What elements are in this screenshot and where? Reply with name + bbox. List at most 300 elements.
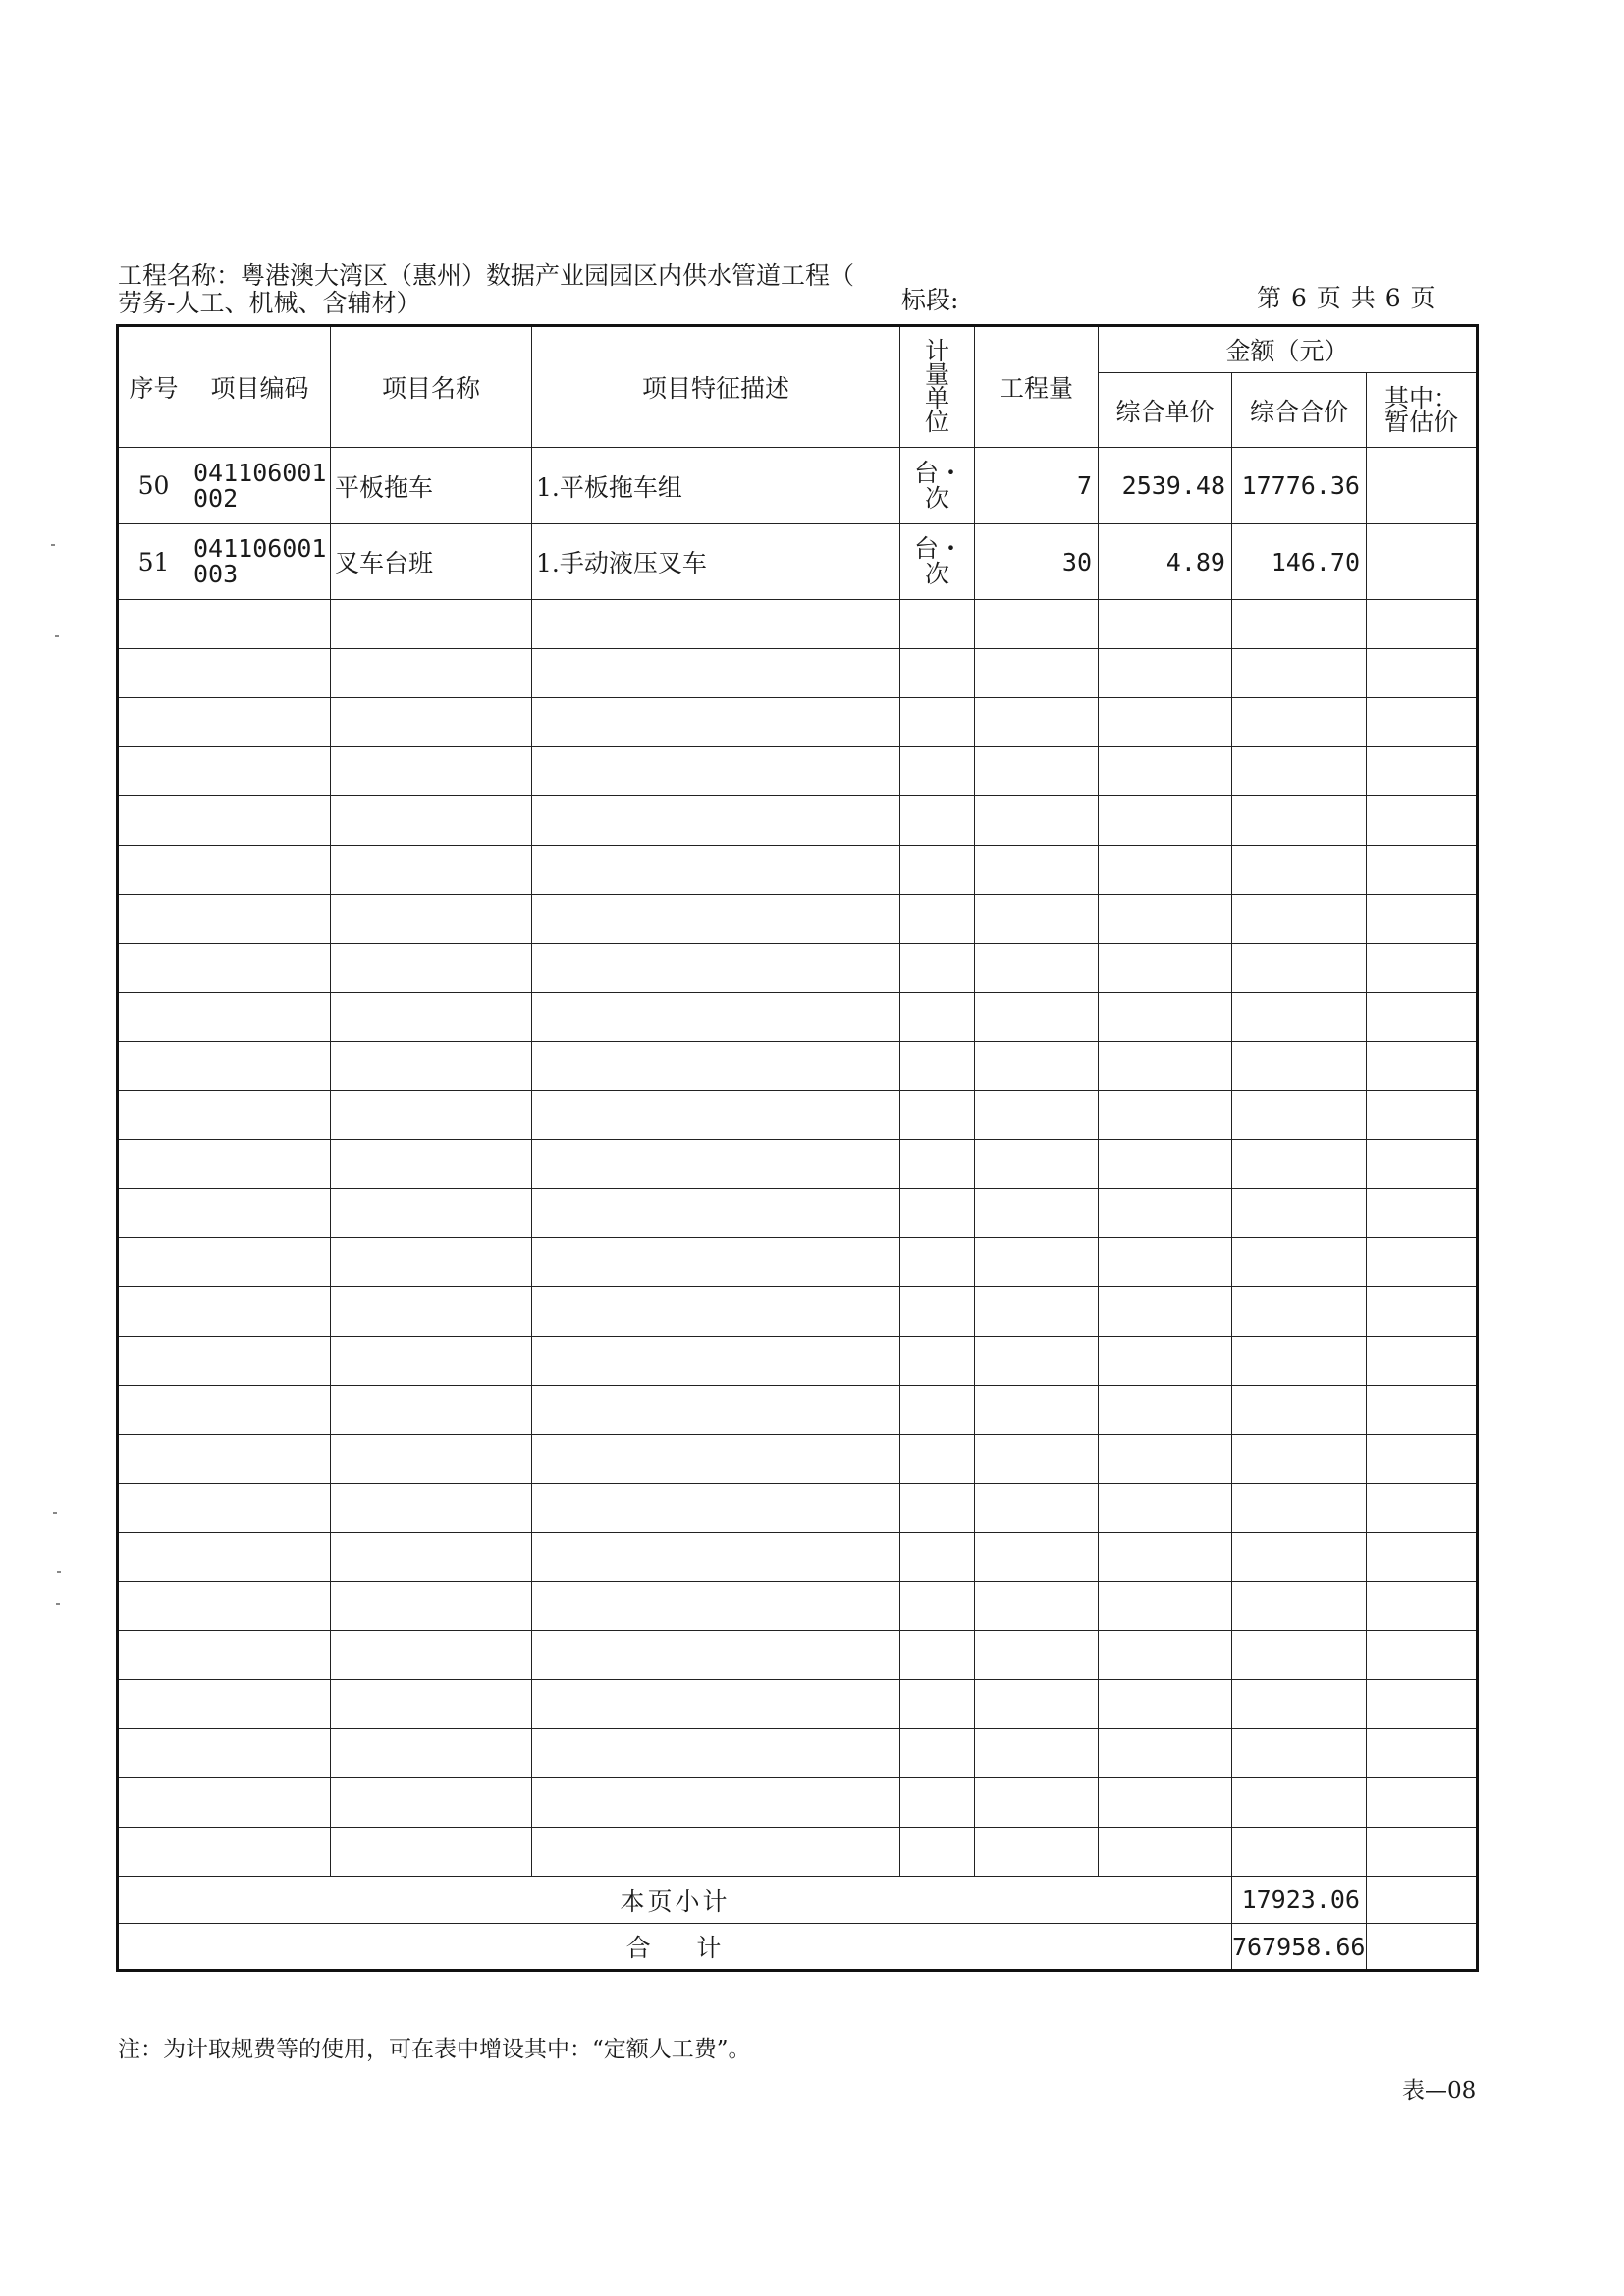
cell-qty: 30 xyxy=(975,524,1099,600)
empty-cell xyxy=(189,1484,331,1533)
empty-cell xyxy=(1099,1484,1232,1533)
empty-table-row xyxy=(118,993,1478,1042)
empty-table-row xyxy=(118,1484,1478,1533)
empty-cell xyxy=(189,993,331,1042)
empty-cell xyxy=(1367,1435,1478,1484)
empty-table-row xyxy=(118,1238,1478,1287)
empty-cell xyxy=(975,1189,1099,1238)
empty-table-row xyxy=(118,1680,1478,1729)
empty-cell xyxy=(532,1189,900,1238)
empty-cell xyxy=(900,944,975,993)
empty-cell xyxy=(975,1484,1099,1533)
empty-cell xyxy=(532,1386,900,1435)
empty-cell xyxy=(532,698,900,747)
empty-cell xyxy=(1099,1778,1232,1828)
empty-cell xyxy=(900,1533,975,1582)
empty-cell xyxy=(532,1631,900,1680)
empty-cell xyxy=(331,944,532,993)
empty-cell xyxy=(1367,600,1478,649)
empty-cell xyxy=(118,796,189,846)
empty-cell xyxy=(1232,1140,1367,1189)
empty-cell xyxy=(532,1533,900,1582)
empty-cell xyxy=(900,600,975,649)
empty-cell xyxy=(975,1680,1099,1729)
empty-cell xyxy=(1099,1582,1232,1631)
empty-cell xyxy=(900,1042,975,1091)
empty-cell xyxy=(975,1631,1099,1680)
empty-cell xyxy=(975,1042,1099,1091)
empty-cell xyxy=(1099,1189,1232,1238)
scan-speck xyxy=(55,635,59,637)
empty-cell xyxy=(1099,1729,1232,1778)
empty-cell xyxy=(331,1287,532,1337)
empty-cell xyxy=(975,1287,1099,1337)
empty-cell xyxy=(900,1729,975,1778)
empty-cell xyxy=(331,1238,532,1287)
empty-cell xyxy=(532,944,900,993)
empty-cell xyxy=(1232,1435,1367,1484)
empty-cell xyxy=(1367,1337,1478,1386)
empty-cell xyxy=(900,698,975,747)
empty-cell xyxy=(532,796,900,846)
empty-cell xyxy=(1232,1238,1367,1287)
empty-cell xyxy=(900,1680,975,1729)
header-unit-price: 综合单价 xyxy=(1099,373,1232,448)
empty-cell xyxy=(900,1189,975,1238)
empty-cell xyxy=(118,1189,189,1238)
empty-cell xyxy=(331,698,532,747)
empty-cell xyxy=(1367,1533,1478,1582)
empty-table-row xyxy=(118,1533,1478,1582)
empty-cell xyxy=(189,1042,331,1091)
empty-cell xyxy=(975,1729,1099,1778)
empty-cell xyxy=(189,1337,331,1386)
empty-cell xyxy=(532,1778,900,1828)
empty-cell xyxy=(1099,1533,1232,1582)
empty-cell xyxy=(1232,895,1367,944)
empty-cell xyxy=(1232,747,1367,796)
empty-cell xyxy=(975,747,1099,796)
empty-cell xyxy=(331,649,532,698)
empty-cell xyxy=(189,1140,331,1189)
empty-cell xyxy=(900,1140,975,1189)
empty-cell xyxy=(118,944,189,993)
empty-cell xyxy=(1367,1484,1478,1533)
empty-cell xyxy=(189,1435,331,1484)
empty-cell xyxy=(975,846,1099,895)
cell-desc: 1.手动液压叉车 xyxy=(532,524,900,600)
empty-cell xyxy=(1099,1287,1232,1337)
empty-cell xyxy=(118,1091,189,1140)
header-amount-group: 金额（元） xyxy=(1099,326,1478,373)
empty-cell xyxy=(900,1238,975,1287)
empty-table-row xyxy=(118,649,1478,698)
empty-cell xyxy=(900,1484,975,1533)
empty-table-row xyxy=(118,1435,1478,1484)
empty-cell xyxy=(975,993,1099,1042)
empty-cell xyxy=(1232,1386,1367,1435)
empty-cell xyxy=(118,1533,189,1582)
empty-cell xyxy=(1099,944,1232,993)
empty-cell xyxy=(1099,1631,1232,1680)
empty-cell xyxy=(1232,649,1367,698)
empty-table-row xyxy=(118,1582,1478,1631)
empty-cell xyxy=(1232,1091,1367,1140)
empty-cell xyxy=(331,1533,532,1582)
empty-cell xyxy=(1099,895,1232,944)
empty-cell xyxy=(532,1435,900,1484)
empty-cell xyxy=(331,796,532,846)
empty-table-row xyxy=(118,1386,1478,1435)
empty-cell xyxy=(118,1484,189,1533)
empty-cell xyxy=(189,1631,331,1680)
empty-cell xyxy=(900,1091,975,1140)
empty-cell xyxy=(331,895,532,944)
empty-cell xyxy=(532,649,900,698)
empty-cell xyxy=(975,895,1099,944)
empty-cell xyxy=(532,1828,900,1877)
empty-cell xyxy=(1099,846,1232,895)
subtotal-value: 17923.06 xyxy=(1232,1877,1367,1924)
empty-cell xyxy=(331,1778,532,1828)
empty-cell xyxy=(1232,1189,1367,1238)
empty-cell xyxy=(1232,1582,1367,1631)
cell-unit: 台・次 xyxy=(900,448,975,524)
empty-cell xyxy=(1099,1828,1232,1877)
empty-cell xyxy=(975,944,1099,993)
empty-cell xyxy=(1099,1042,1232,1091)
empty-cell xyxy=(532,993,900,1042)
empty-cell xyxy=(1232,1778,1367,1828)
empty-cell xyxy=(118,1042,189,1091)
empty-cell xyxy=(532,1042,900,1091)
empty-cell xyxy=(189,1729,331,1778)
project-name-line2: 劳务-人工、机械、含辅材） xyxy=(118,289,421,317)
empty-cell xyxy=(1367,649,1478,698)
empty-cell xyxy=(1232,1042,1367,1091)
table-row xyxy=(118,524,1478,600)
empty-cell xyxy=(118,600,189,649)
cell-qty: 7 xyxy=(975,448,1099,524)
empty-table-row xyxy=(118,1189,1478,1238)
empty-cell xyxy=(331,1189,532,1238)
empty-cell xyxy=(331,600,532,649)
empty-cell xyxy=(1367,1042,1478,1091)
header-name: 项目名称 xyxy=(331,326,532,448)
empty-cell xyxy=(331,846,532,895)
empty-cell xyxy=(532,1582,900,1631)
empty-cell xyxy=(189,1189,331,1238)
empty-cell xyxy=(1099,993,1232,1042)
empty-table-row xyxy=(118,698,1478,747)
page-number-info: 第 6 页 共 6 页 xyxy=(1257,284,1436,312)
empty-cell xyxy=(1099,1386,1232,1435)
header-unit: 计量单位 xyxy=(900,326,975,448)
cell-unit-price: 4.89 xyxy=(1099,524,1232,600)
empty-cell xyxy=(1232,993,1367,1042)
empty-cell xyxy=(189,600,331,649)
empty-cell xyxy=(1367,1582,1478,1631)
empty-table-row xyxy=(118,747,1478,796)
empty-cell xyxy=(975,1337,1099,1386)
empty-cell xyxy=(1367,1287,1478,1337)
header-total-price: 综合合价 xyxy=(1232,373,1367,448)
empty-cell xyxy=(118,1287,189,1337)
empty-cell xyxy=(1367,1140,1478,1189)
empty-cell xyxy=(975,1582,1099,1631)
empty-cell xyxy=(118,1729,189,1778)
empty-cell xyxy=(118,1337,189,1386)
empty-cell xyxy=(189,1828,331,1877)
empty-cell xyxy=(900,993,975,1042)
empty-cell xyxy=(1099,1680,1232,1729)
empty-cell xyxy=(1367,1238,1478,1287)
cell-seq: 51 xyxy=(118,524,189,600)
empty-cell xyxy=(1232,846,1367,895)
empty-cell xyxy=(975,698,1099,747)
empty-cell xyxy=(1367,1729,1478,1778)
empty-cell xyxy=(118,698,189,747)
cell-code: 041106001002 xyxy=(189,448,331,524)
empty-cell xyxy=(331,1729,532,1778)
total-provisional xyxy=(1367,1924,1478,1971)
empty-cell xyxy=(1232,796,1367,846)
empty-cell xyxy=(118,1680,189,1729)
subtotal-provisional xyxy=(1367,1877,1478,1924)
empty-cell xyxy=(189,649,331,698)
empty-cell xyxy=(331,993,532,1042)
empty-cell xyxy=(331,1680,532,1729)
empty-cell xyxy=(532,846,900,895)
empty-cell xyxy=(118,1828,189,1877)
empty-cell xyxy=(118,1631,189,1680)
cell-code: 041106001003 xyxy=(189,524,331,600)
empty-cell xyxy=(532,747,900,796)
empty-cell xyxy=(189,944,331,993)
empty-cell xyxy=(118,846,189,895)
empty-cell xyxy=(900,1386,975,1435)
empty-cell xyxy=(1232,1631,1367,1680)
empty-table-row xyxy=(118,944,1478,993)
empty-cell xyxy=(331,1582,532,1631)
scan-speck xyxy=(53,1512,57,1514)
header-code: 项目编码 xyxy=(189,326,331,448)
empty-cell xyxy=(532,895,900,944)
empty-cell xyxy=(1367,1828,1478,1877)
empty-cell xyxy=(331,1484,532,1533)
cell-name: 平板拖车 xyxy=(331,448,532,524)
empty-table-row xyxy=(118,1337,1478,1386)
empty-cell xyxy=(1099,600,1232,649)
empty-cell xyxy=(118,895,189,944)
empty-cell xyxy=(189,796,331,846)
empty-cell xyxy=(1099,1140,1232,1189)
cell-provisional xyxy=(1367,448,1478,524)
cell-seq: 50 xyxy=(118,448,189,524)
empty-cell xyxy=(189,1386,331,1435)
empty-cell xyxy=(189,1680,331,1729)
empty-cell xyxy=(331,1337,532,1386)
empty-cell xyxy=(118,1778,189,1828)
empty-cell xyxy=(118,1140,189,1189)
total-label: 合 计 xyxy=(118,1924,1232,1971)
header-seq: 序号 xyxy=(118,326,189,448)
subtotal-label: 本页小计 xyxy=(118,1877,1232,1924)
empty-cell xyxy=(1099,1091,1232,1140)
empty-table-row xyxy=(118,1631,1478,1680)
empty-table-row xyxy=(118,1729,1478,1778)
scan-speck xyxy=(51,544,55,546)
empty-cell xyxy=(331,1042,532,1091)
cell-desc: 1.平板拖车组 xyxy=(532,448,900,524)
empty-cell xyxy=(189,1238,331,1287)
empty-cell xyxy=(1367,1189,1478,1238)
empty-cell xyxy=(189,1582,331,1631)
total-value: 767958.66 xyxy=(1232,1924,1367,1971)
empty-table-row xyxy=(118,846,1478,895)
empty-cell xyxy=(1099,1435,1232,1484)
header-provisional: 其中：暂估价 xyxy=(1367,373,1478,448)
empty-cell xyxy=(900,1287,975,1337)
empty-cell xyxy=(1099,649,1232,698)
empty-cell xyxy=(1232,1533,1367,1582)
empty-cell xyxy=(118,1435,189,1484)
empty-cell xyxy=(1367,796,1478,846)
empty-cell xyxy=(1367,993,1478,1042)
project-name-line1: 工程名称：粤港澳大湾区（惠州）数据产业园园区内供水管道工程（ xyxy=(118,261,855,290)
empty-cell xyxy=(975,1091,1099,1140)
empty-cell xyxy=(189,1287,331,1337)
empty-cell xyxy=(1367,747,1478,796)
empty-cell xyxy=(900,1828,975,1877)
empty-cell xyxy=(118,1238,189,1287)
empty-cell xyxy=(532,600,900,649)
scan-speck xyxy=(57,1571,61,1573)
empty-cell xyxy=(1367,1091,1478,1140)
empty-table-row xyxy=(118,1828,1478,1877)
empty-cell xyxy=(118,1582,189,1631)
empty-cell xyxy=(975,1778,1099,1828)
empty-cell xyxy=(975,796,1099,846)
empty-cell xyxy=(900,1337,975,1386)
empty-cell xyxy=(1099,1238,1232,1287)
empty-cell xyxy=(532,1484,900,1533)
cell-unit-price: 2539.48 xyxy=(1099,448,1232,524)
cell-unit: 台・次 xyxy=(900,524,975,600)
empty-cell xyxy=(1367,1386,1478,1435)
empty-cell xyxy=(331,1140,532,1189)
empty-cell xyxy=(900,1631,975,1680)
empty-cell xyxy=(975,1828,1099,1877)
empty-cell xyxy=(1367,1631,1478,1680)
empty-cell xyxy=(331,747,532,796)
empty-cell xyxy=(975,1140,1099,1189)
cell-name: 叉车台班 xyxy=(331,524,532,600)
empty-cell xyxy=(189,895,331,944)
empty-cell xyxy=(532,1680,900,1729)
cell-provisional xyxy=(1367,524,1478,600)
empty-cell xyxy=(1232,1680,1367,1729)
empty-table-row xyxy=(118,1287,1478,1337)
empty-cell xyxy=(1232,1484,1367,1533)
empty-cell xyxy=(1367,1680,1478,1729)
cell-total-price: 17776.36 xyxy=(1232,448,1367,524)
empty-cell xyxy=(900,796,975,846)
empty-cell xyxy=(975,1238,1099,1287)
empty-cell xyxy=(1099,796,1232,846)
empty-cell xyxy=(1232,1729,1367,1778)
empty-cell xyxy=(532,1091,900,1140)
empty-cell xyxy=(975,1386,1099,1435)
empty-cell xyxy=(1232,1337,1367,1386)
empty-table-row xyxy=(118,1091,1478,1140)
empty-cell xyxy=(532,1238,900,1287)
table-row xyxy=(118,448,1478,524)
empty-cell xyxy=(1232,944,1367,993)
empty-cell xyxy=(118,993,189,1042)
footnote: 注：为计取规费等的使用，可在表中增设其中：“定额人工费”。 xyxy=(118,2037,751,2062)
empty-cell xyxy=(532,1287,900,1337)
header-qty: 工程量 xyxy=(975,326,1099,448)
empty-cell xyxy=(1099,747,1232,796)
empty-cell xyxy=(900,846,975,895)
empty-cell xyxy=(1232,600,1367,649)
empty-cell xyxy=(189,1091,331,1140)
empty-cell xyxy=(1232,1287,1367,1337)
empty-cell xyxy=(532,1729,900,1778)
empty-cell xyxy=(118,649,189,698)
empty-cell xyxy=(1099,698,1232,747)
empty-cell xyxy=(1367,846,1478,895)
empty-cell xyxy=(331,1631,532,1680)
empty-cell xyxy=(118,1386,189,1435)
empty-table-row xyxy=(118,1778,1478,1828)
table-header-row-1 xyxy=(118,326,1478,373)
empty-cell xyxy=(1099,1337,1232,1386)
empty-cell xyxy=(1367,944,1478,993)
empty-cell xyxy=(1367,895,1478,944)
empty-cell xyxy=(900,895,975,944)
empty-cell xyxy=(1232,698,1367,747)
empty-cell xyxy=(532,1140,900,1189)
empty-cell xyxy=(900,747,975,796)
empty-cell xyxy=(975,1435,1099,1484)
segment-label: 标段: xyxy=(901,286,959,314)
empty-cell xyxy=(189,846,331,895)
empty-cell xyxy=(532,1337,900,1386)
empty-table-row xyxy=(118,1140,1478,1189)
empty-cell xyxy=(189,1533,331,1582)
empty-table-row xyxy=(118,796,1478,846)
empty-table-row xyxy=(118,1042,1478,1091)
total-row xyxy=(118,1924,1478,1971)
empty-cell xyxy=(975,649,1099,698)
bill-of-quantities-table xyxy=(116,324,1479,1972)
empty-cell xyxy=(1367,1778,1478,1828)
empty-cell xyxy=(189,1778,331,1828)
empty-cell xyxy=(189,747,331,796)
empty-cell xyxy=(1367,698,1478,747)
subtotal-row xyxy=(118,1877,1478,1924)
empty-cell xyxy=(331,1091,532,1140)
empty-cell xyxy=(331,1386,532,1435)
empty-cell xyxy=(900,1582,975,1631)
scan-speck xyxy=(56,1603,60,1605)
empty-cell xyxy=(900,1778,975,1828)
empty-cell xyxy=(1232,1828,1367,1877)
empty-cell xyxy=(189,698,331,747)
empty-table-row xyxy=(118,895,1478,944)
